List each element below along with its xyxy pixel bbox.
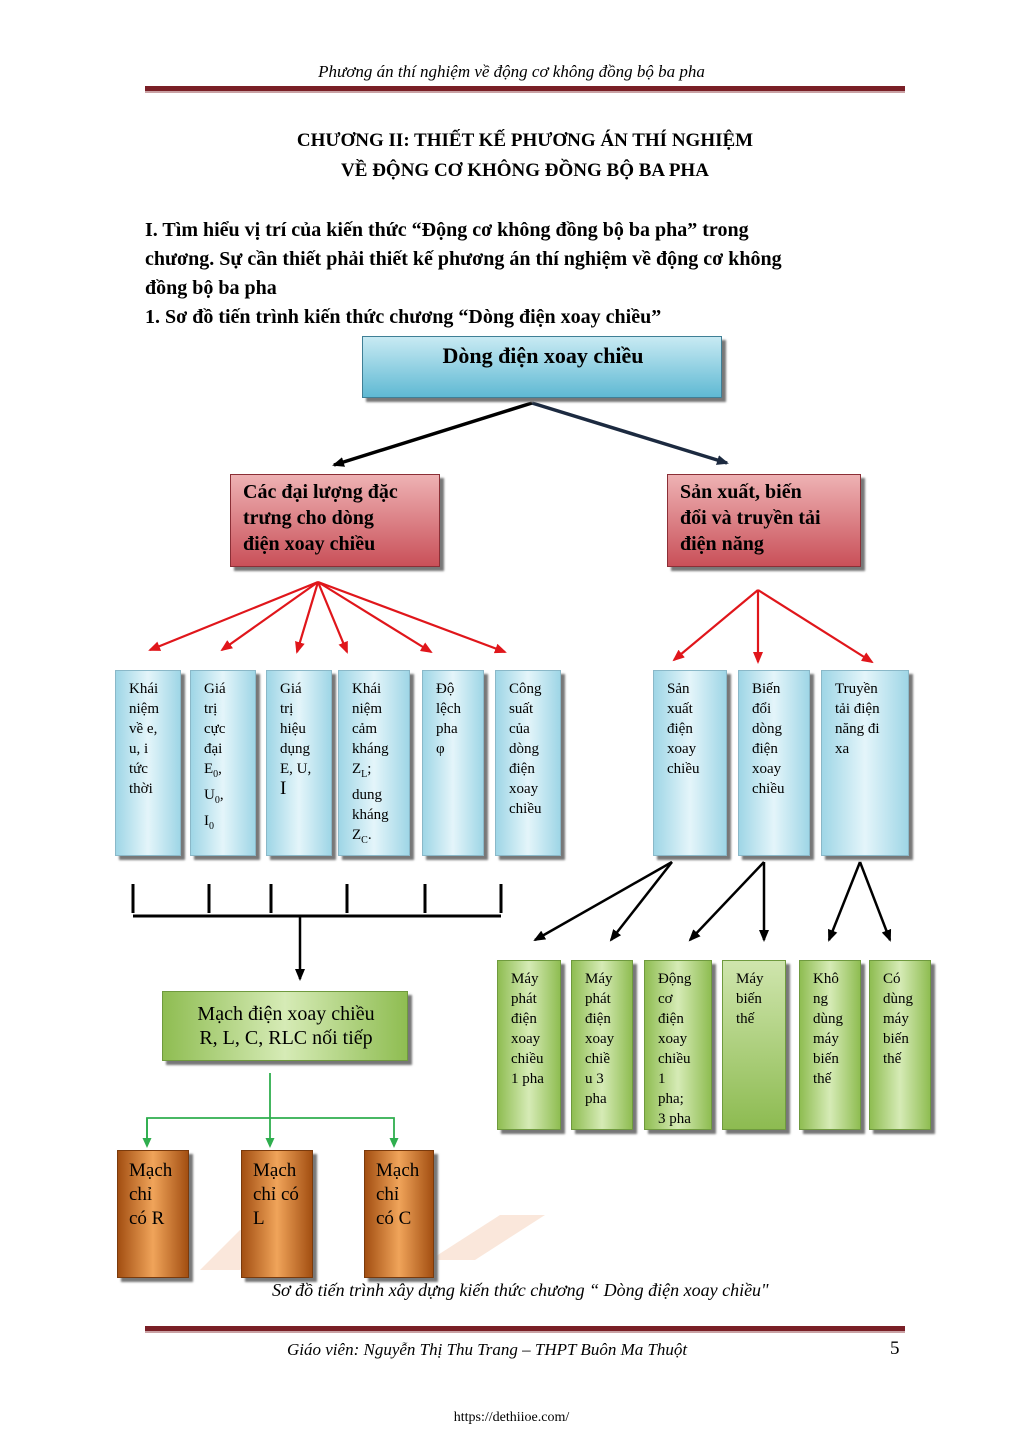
item-line: E, U,	[280, 761, 312, 777]
item-line: thế	[813, 1071, 832, 1087]
item-line: tức	[129, 761, 148, 777]
right-branch-line3: điện năng	[680, 533, 764, 555]
item-transformation	[738, 670, 810, 856]
item-line: biến	[813, 1051, 839, 1067]
item-line: chiều	[509, 801, 542, 817]
footer-rule	[145, 1326, 905, 1333]
running-header: Phương án thí nghiệm về động cơ không đồng bộ ba pha	[318, 62, 705, 81]
item-line: niệm	[129, 701, 159, 717]
item-line: cơ	[658, 991, 673, 1007]
green-arrows	[147, 1073, 394, 1146]
item-line: ng	[813, 991, 828, 1007]
item-line: dòng	[752, 721, 782, 737]
item-line: biến	[736, 991, 762, 1007]
item-line: dụng	[280, 741, 310, 757]
diagram-caption: Sơ đồ tiến trình xây dựng kiến thức chương “ Dòng điện xoay chiều"	[272, 1280, 769, 1300]
item-line: dung	[352, 787, 382, 803]
left-branch-line1: Các đại lượng đặc	[243, 481, 398, 503]
item-line: chiều	[658, 1051, 691, 1067]
item-line: chiều	[667, 761, 700, 777]
item-phase-shift	[422, 670, 484, 856]
section-heading-line2: chương. Sự cần thiết phải thiết kế phương án thí nghiệm về động cơ không	[145, 248, 782, 270]
item-line: chỉ có	[253, 1184, 299, 1205]
item-line: Máy	[585, 971, 613, 987]
item-line: đổi	[752, 701, 772, 717]
item-line: hiệu	[280, 721, 306, 737]
item-line: pha	[436, 721, 458, 737]
circuit-line1: Mạch điện xoay chiều	[197, 1003, 375, 1025]
item-line: điện	[585, 1011, 611, 1027]
item-line: dùng	[813, 1011, 843, 1027]
item-line: Khái	[352, 681, 382, 697]
item-line: xa	[835, 741, 850, 757]
item-power	[495, 670, 561, 856]
item-line: về e,	[129, 721, 158, 737]
item-no-transformer	[799, 960, 861, 1130]
circuit-line2: R, L, C, RLC nối tiếp	[199, 1027, 373, 1049]
item-line: biến	[883, 1031, 909, 1047]
item-generation	[653, 670, 727, 856]
item-line: pha	[585, 1091, 607, 1107]
item-line: trị	[204, 701, 218, 717]
item-line: Sản	[667, 681, 690, 697]
right-branch-line1: Sản xuất, biến	[680, 481, 802, 503]
item-instantaneous-values	[115, 670, 181, 856]
item-line: Máy	[736, 971, 764, 987]
item-line: xoay	[585, 1031, 615, 1047]
item-line: xoay	[658, 1031, 688, 1047]
item-effective-values	[266, 670, 332, 856]
item-line-sub: $U_0$,	[204, 787, 224, 806]
item-line: trị	[280, 701, 294, 717]
root-arrows	[334, 403, 727, 465]
item-line: máy	[813, 1031, 839, 1047]
item-line: có C	[376, 1208, 412, 1229]
circuit-l-only	[241, 1150, 313, 1278]
item-line: thế	[883, 1051, 902, 1067]
item-line: Động	[658, 971, 692, 987]
footer-teacher: Giáo viên: Nguyễn Thị Thu Trang – THPT Buôn Ma Thuột	[287, 1340, 688, 1359]
item-line: u 3	[585, 1071, 604, 1087]
item-line: Có	[883, 971, 901, 987]
item-line: Mạch	[129, 1160, 173, 1181]
item-transmission	[821, 670, 909, 856]
item-generator-1phase	[497, 960, 561, 1130]
item-line: L	[253, 1208, 265, 1229]
item-with-transformer	[869, 960, 931, 1130]
item-line: niệm	[352, 701, 382, 717]
item-line: Giá	[204, 681, 226, 697]
page-number: 5	[890, 1338, 900, 1359]
right-red-arrows	[674, 590, 872, 662]
item-line: Khô	[813, 971, 839, 987]
item-line: Mạch	[376, 1160, 420, 1181]
item-line: có R	[129, 1208, 165, 1229]
item-line: 1	[658, 1071, 666, 1087]
item-line: Khái	[129, 681, 159, 697]
item-line: xoay	[511, 1031, 541, 1047]
item-line: pha;	[658, 1091, 684, 1107]
left-branch-line2: trưng cho dòng	[243, 507, 374, 529]
left-branch-box	[230, 474, 440, 567]
item-ac-motor	[644, 960, 712, 1130]
item-line: Độ	[436, 681, 455, 697]
bottom-right-arrows	[535, 862, 890, 940]
item-line: 3 pha	[658, 1111, 691, 1127]
item-line: xuất	[667, 701, 693, 717]
item-line-sub: $E_0$,	[204, 761, 222, 780]
item-line: Truyền	[835, 681, 878, 697]
item-line: Giá	[280, 681, 302, 697]
chapter-title-line2: VỀ ĐỘNG CƠ KHÔNG ĐỒNG BỘ BA PHA	[341, 160, 709, 181]
item-line: xoay	[509, 781, 539, 797]
item-line: kháng	[352, 741, 389, 757]
item-line: 1 pha	[511, 1071, 544, 1087]
item-peak-values	[190, 670, 256, 856]
item-line: suất	[509, 701, 534, 717]
item-line: dòng	[509, 741, 539, 757]
diagram-root-label: Dòng điện xoay chiều	[442, 343, 644, 368]
item-line-sub: $Z_L$;	[352, 761, 372, 780]
item-line: phát	[511, 991, 537, 1007]
item-line: cực	[204, 721, 226, 737]
chapter-title-line1: CHƯƠNG II: THIẾT KẾ PHƯƠNG ÁN THÍ NGHIỆM	[296, 130, 754, 151]
section-heading-line3: đồng bộ ba pha	[145, 277, 277, 299]
item-line: điện	[752, 741, 778, 757]
subsection-heading: 1. Sơ đồ tiến trình kiến thức chương “Dòng điện xoay chiều”	[145, 306, 662, 328]
circuit-box	[162, 991, 408, 1061]
item-line: chỉ	[376, 1184, 400, 1205]
item-line: máy	[883, 1011, 909, 1027]
item-line: dùng	[883, 991, 913, 1007]
item-line: tải điện	[835, 701, 880, 717]
item-line-sub: $I_0$	[204, 813, 214, 832]
item-line: Công	[509, 681, 542, 697]
item-line: năng đi	[835, 721, 880, 737]
item-line: cảm	[352, 721, 377, 737]
left-red-arrows	[150, 582, 505, 652]
item-line: φ	[436, 741, 445, 757]
circuit-c-only	[364, 1150, 434, 1278]
item-line: của	[509, 721, 530, 737]
item-line: xoay	[667, 741, 697, 757]
item-line: điện	[658, 1011, 684, 1027]
left-branch-line3: điện xoay chiều	[243, 533, 376, 555]
left-merge-bar	[133, 884, 501, 979]
item-line: xoay	[752, 761, 782, 777]
section-heading-line1: I. Tìm hiểu vị trí của kiến thức “Động cơ không đồng bộ ba pha” trong	[145, 219, 749, 241]
circuit-r-only	[117, 1150, 189, 1278]
item-line: điện	[667, 721, 693, 737]
item-line: điện	[509, 761, 535, 777]
item-line: Biến	[752, 681, 781, 697]
item-line: điện	[511, 1011, 537, 1027]
item-line: I	[280, 778, 287, 799]
item-line: chỉ	[129, 1184, 153, 1205]
item-line: u, i	[129, 741, 149, 757]
diagram-root-box	[362, 336, 722, 398]
item-line: chiều	[511, 1051, 544, 1067]
item-line: đại	[204, 741, 223, 757]
item-transformer	[722, 960, 786, 1130]
item-line: Mạch	[253, 1160, 297, 1181]
item-line-sub: $Z_C$.	[352, 827, 372, 846]
item-generator-3phase	[571, 960, 633, 1130]
item-reactance	[338, 670, 410, 856]
item-line: chiều	[752, 781, 785, 797]
item-line: thời	[129, 781, 153, 797]
footer-url: https://dethiioe.com/	[453, 1410, 570, 1425]
item-line: phát	[585, 991, 611, 1007]
right-branch-line2: đổi và truyền tải	[680, 507, 821, 529]
item-line: kháng	[352, 807, 389, 823]
item-line: Máy	[511, 971, 539, 987]
right-branch-box	[667, 474, 861, 567]
item-line: lệch	[436, 701, 461, 717]
item-line: thế	[736, 1011, 755, 1027]
item-line: chiề	[585, 1051, 610, 1067]
